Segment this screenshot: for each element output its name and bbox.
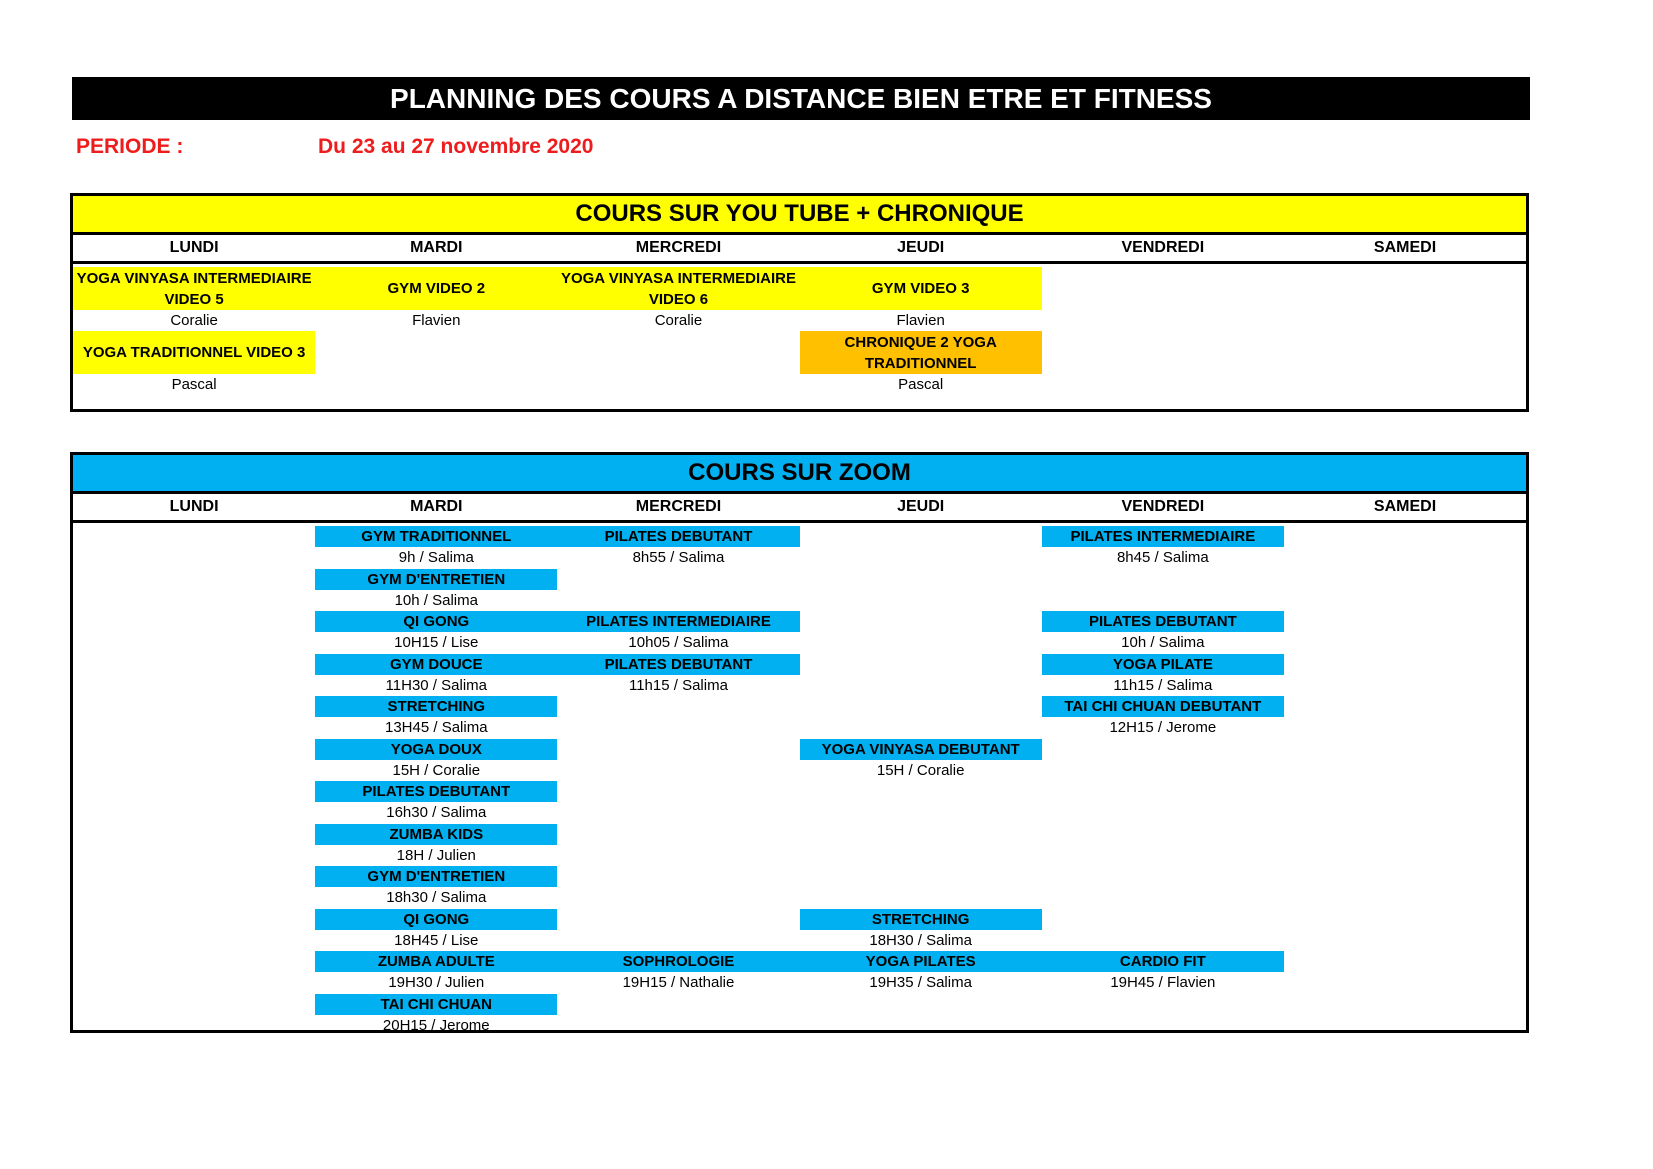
course-teacher: Coralie <box>654 312 703 329</box>
course-info: 18h30 / Salima <box>386 889 487 907</box>
course-info: 18H / Julien <box>396 846 476 864</box>
course-info: 15H / Coralie <box>876 761 965 779</box>
course-info: 19H45 / Flavien <box>1110 974 1216 992</box>
course-info: 18H30 / Salima <box>869 931 972 949</box>
course-teacher: Pascal <box>898 376 944 393</box>
day-label: SAMEDI <box>1373 498 1437 515</box>
course-info: 10h / Salima <box>394 591 478 609</box>
day-column <box>73 526 315 1036</box>
course-info: 10h / Salima <box>1121 634 1205 652</box>
day-column <box>1284 267 1526 395</box>
course-info: 15H / Coralie <box>392 761 481 779</box>
course-title: GYM D'ENTRETIEN <box>315 866 557 887</box>
zoom-days-header <box>73 494 1526 523</box>
empty-slot <box>557 739 799 782</box>
youtube-days-header <box>73 235 1526 264</box>
course-title: STRETCHING <box>800 909 1042 930</box>
empty-slot <box>800 526 1042 569</box>
course-info: 16h30 / Salima <box>386 804 487 822</box>
day-label: MARDI <box>410 498 463 515</box>
empty-slot <box>800 866 1042 909</box>
course-title: YOGA TRADITIONNEL VIDEO 3 <box>73 331 315 374</box>
course-info: 11H30 / Salima <box>385 676 487 694</box>
course-info: 20H15 / Jerome <box>382 1016 490 1034</box>
course-title: YOGA VINYASA INTERMEDIAIRE VIDEO 6 <box>557 267 799 310</box>
course-teacher: Flavien <box>896 312 945 329</box>
empty-slot <box>557 824 799 867</box>
course-info: 8h45 / Salima <box>1116 549 1209 567</box>
course-title: YOGA VINYASA DEBUTANT <box>800 739 1042 760</box>
course-title: GYM D'ENTRETIEN <box>315 569 557 590</box>
course-info: 18H45 / Lise <box>394 931 479 949</box>
course-title: TAI CHI CHUAN <box>315 994 557 1015</box>
course-info: 12H15 / Jerome <box>1109 719 1217 737</box>
course-title: PILATES INTERMEDIAIRE <box>557 611 799 632</box>
day-label: MARDI <box>410 239 463 256</box>
empty-slot <box>800 611 1042 654</box>
course-title: PILATES INTERMEDIAIRE <box>1042 526 1284 547</box>
course-info: 19H30 / Julien <box>388 974 485 992</box>
course-info: 8h55 / Salima <box>632 549 725 567</box>
youtube-schedule <box>73 264 1526 395</box>
course-title: GYM VIDEO 3 <box>800 267 1042 310</box>
empty-slot <box>557 909 799 952</box>
empty-slot <box>800 696 1042 739</box>
day-column <box>1042 526 1284 1036</box>
day-label: LUNDI <box>169 498 219 515</box>
day-label: VENDREDI <box>1121 498 1205 515</box>
course-info: 10h05 / Salima <box>628 634 729 652</box>
zoom-section <box>70 452 1529 1033</box>
empty-slot <box>1042 739 1284 782</box>
course-info: 19H35 / Salima <box>869 974 972 992</box>
empty-slot <box>557 866 799 909</box>
empty-slot <box>800 781 1042 824</box>
empty-slot <box>800 654 1042 697</box>
course-info: 11h15 / Salima <box>628 676 728 694</box>
course-teacher: Flavien <box>412 312 461 329</box>
course-info: 11h15 / Salima <box>1113 676 1213 694</box>
day-column <box>557 267 799 395</box>
course-title: PILATES DEBUTANT <box>1042 611 1284 632</box>
course-info: 13H45 / Salima <box>385 719 488 737</box>
course-info: 10H15 / Lise <box>394 634 479 652</box>
day-label: JEUDI <box>897 239 945 256</box>
day-label: VENDREDI <box>1121 239 1205 256</box>
course-title: GYM TRADITIONNEL <box>315 526 557 547</box>
course-title: CHRONIQUE 2 YOGA TRADITIONNEL <box>800 331 1042 374</box>
day-label: LUNDI <box>169 239 219 256</box>
course-title: PILATES DEBUTANT <box>557 526 799 547</box>
course-title: QI GONG <box>315 611 557 632</box>
periode-label: PERIODE : <box>76 135 184 158</box>
course-title: QI GONG <box>315 909 557 930</box>
day-column <box>800 526 1042 1036</box>
course-info: 19H15 / Nathalie <box>622 974 735 992</box>
empty-slot <box>557 569 799 612</box>
day-label: MERCREDI <box>635 239 722 256</box>
day-column <box>73 267 315 395</box>
course-title: GYM VIDEO 2 <box>315 267 557 310</box>
youtube-section <box>70 193 1529 412</box>
day-label: MERCREDI <box>635 498 722 515</box>
course-title: GYM DOUCE <box>315 654 557 675</box>
day-column <box>1042 267 1284 395</box>
day-column <box>557 526 799 1036</box>
day-label: JEUDI <box>897 498 945 515</box>
empty-slot <box>1042 909 1284 952</box>
zoom-section-header: COURS SUR ZOOM <box>73 455 1526 494</box>
empty-slot <box>1042 866 1284 909</box>
course-title: STRETCHING <box>315 696 557 717</box>
course-title: YOGA VINYASA INTERMEDIAIRE VIDEO 5 <box>73 267 315 310</box>
course-title: YOGA PILATES <box>800 951 1042 972</box>
empty-slot <box>1042 824 1284 867</box>
course-title: YOGA DOUX <box>315 739 557 760</box>
empty-slot <box>800 824 1042 867</box>
course-title: SOPHROLOGIE <box>557 951 799 972</box>
youtube-section-header: COURS SUR YOU TUBE + CHRONIQUE <box>73 196 1526 235</box>
course-title: PILATES DEBUTANT <box>315 781 557 802</box>
day-column <box>1284 526 1526 1036</box>
page-title: PLANNING DES COURS A DISTANCE BIEN ETRE ET FITNESS <box>72 77 1530 120</box>
course-title: TAI CHI CHUAN DEBUTANT <box>1042 696 1284 717</box>
course-title: ZUMBA ADULTE <box>315 951 557 972</box>
empty-slot <box>1042 569 1284 612</box>
course-info: 9h / Salima <box>398 549 474 567</box>
day-column <box>315 267 557 395</box>
course-title: PILATES DEBUTANT <box>557 654 799 675</box>
empty-slot <box>1042 781 1284 824</box>
empty-slot <box>800 569 1042 612</box>
empty-slot <box>557 781 799 824</box>
day-column <box>315 526 557 1036</box>
course-title: YOGA PILATE <box>1042 654 1284 675</box>
course-title: CARDIO FIT <box>1042 951 1284 972</box>
empty-slot <box>557 696 799 739</box>
zoom-schedule <box>73 523 1526 1036</box>
day-label: SAMEDI <box>1373 239 1437 256</box>
course-teacher: Coralie <box>170 312 218 329</box>
course-title: ZUMBA KIDS <box>315 824 557 845</box>
day-column <box>800 267 1042 395</box>
course-teacher: Pascal <box>171 376 217 393</box>
periode-value: Du 23 au 27 novembre 2020 <box>318 135 594 158</box>
